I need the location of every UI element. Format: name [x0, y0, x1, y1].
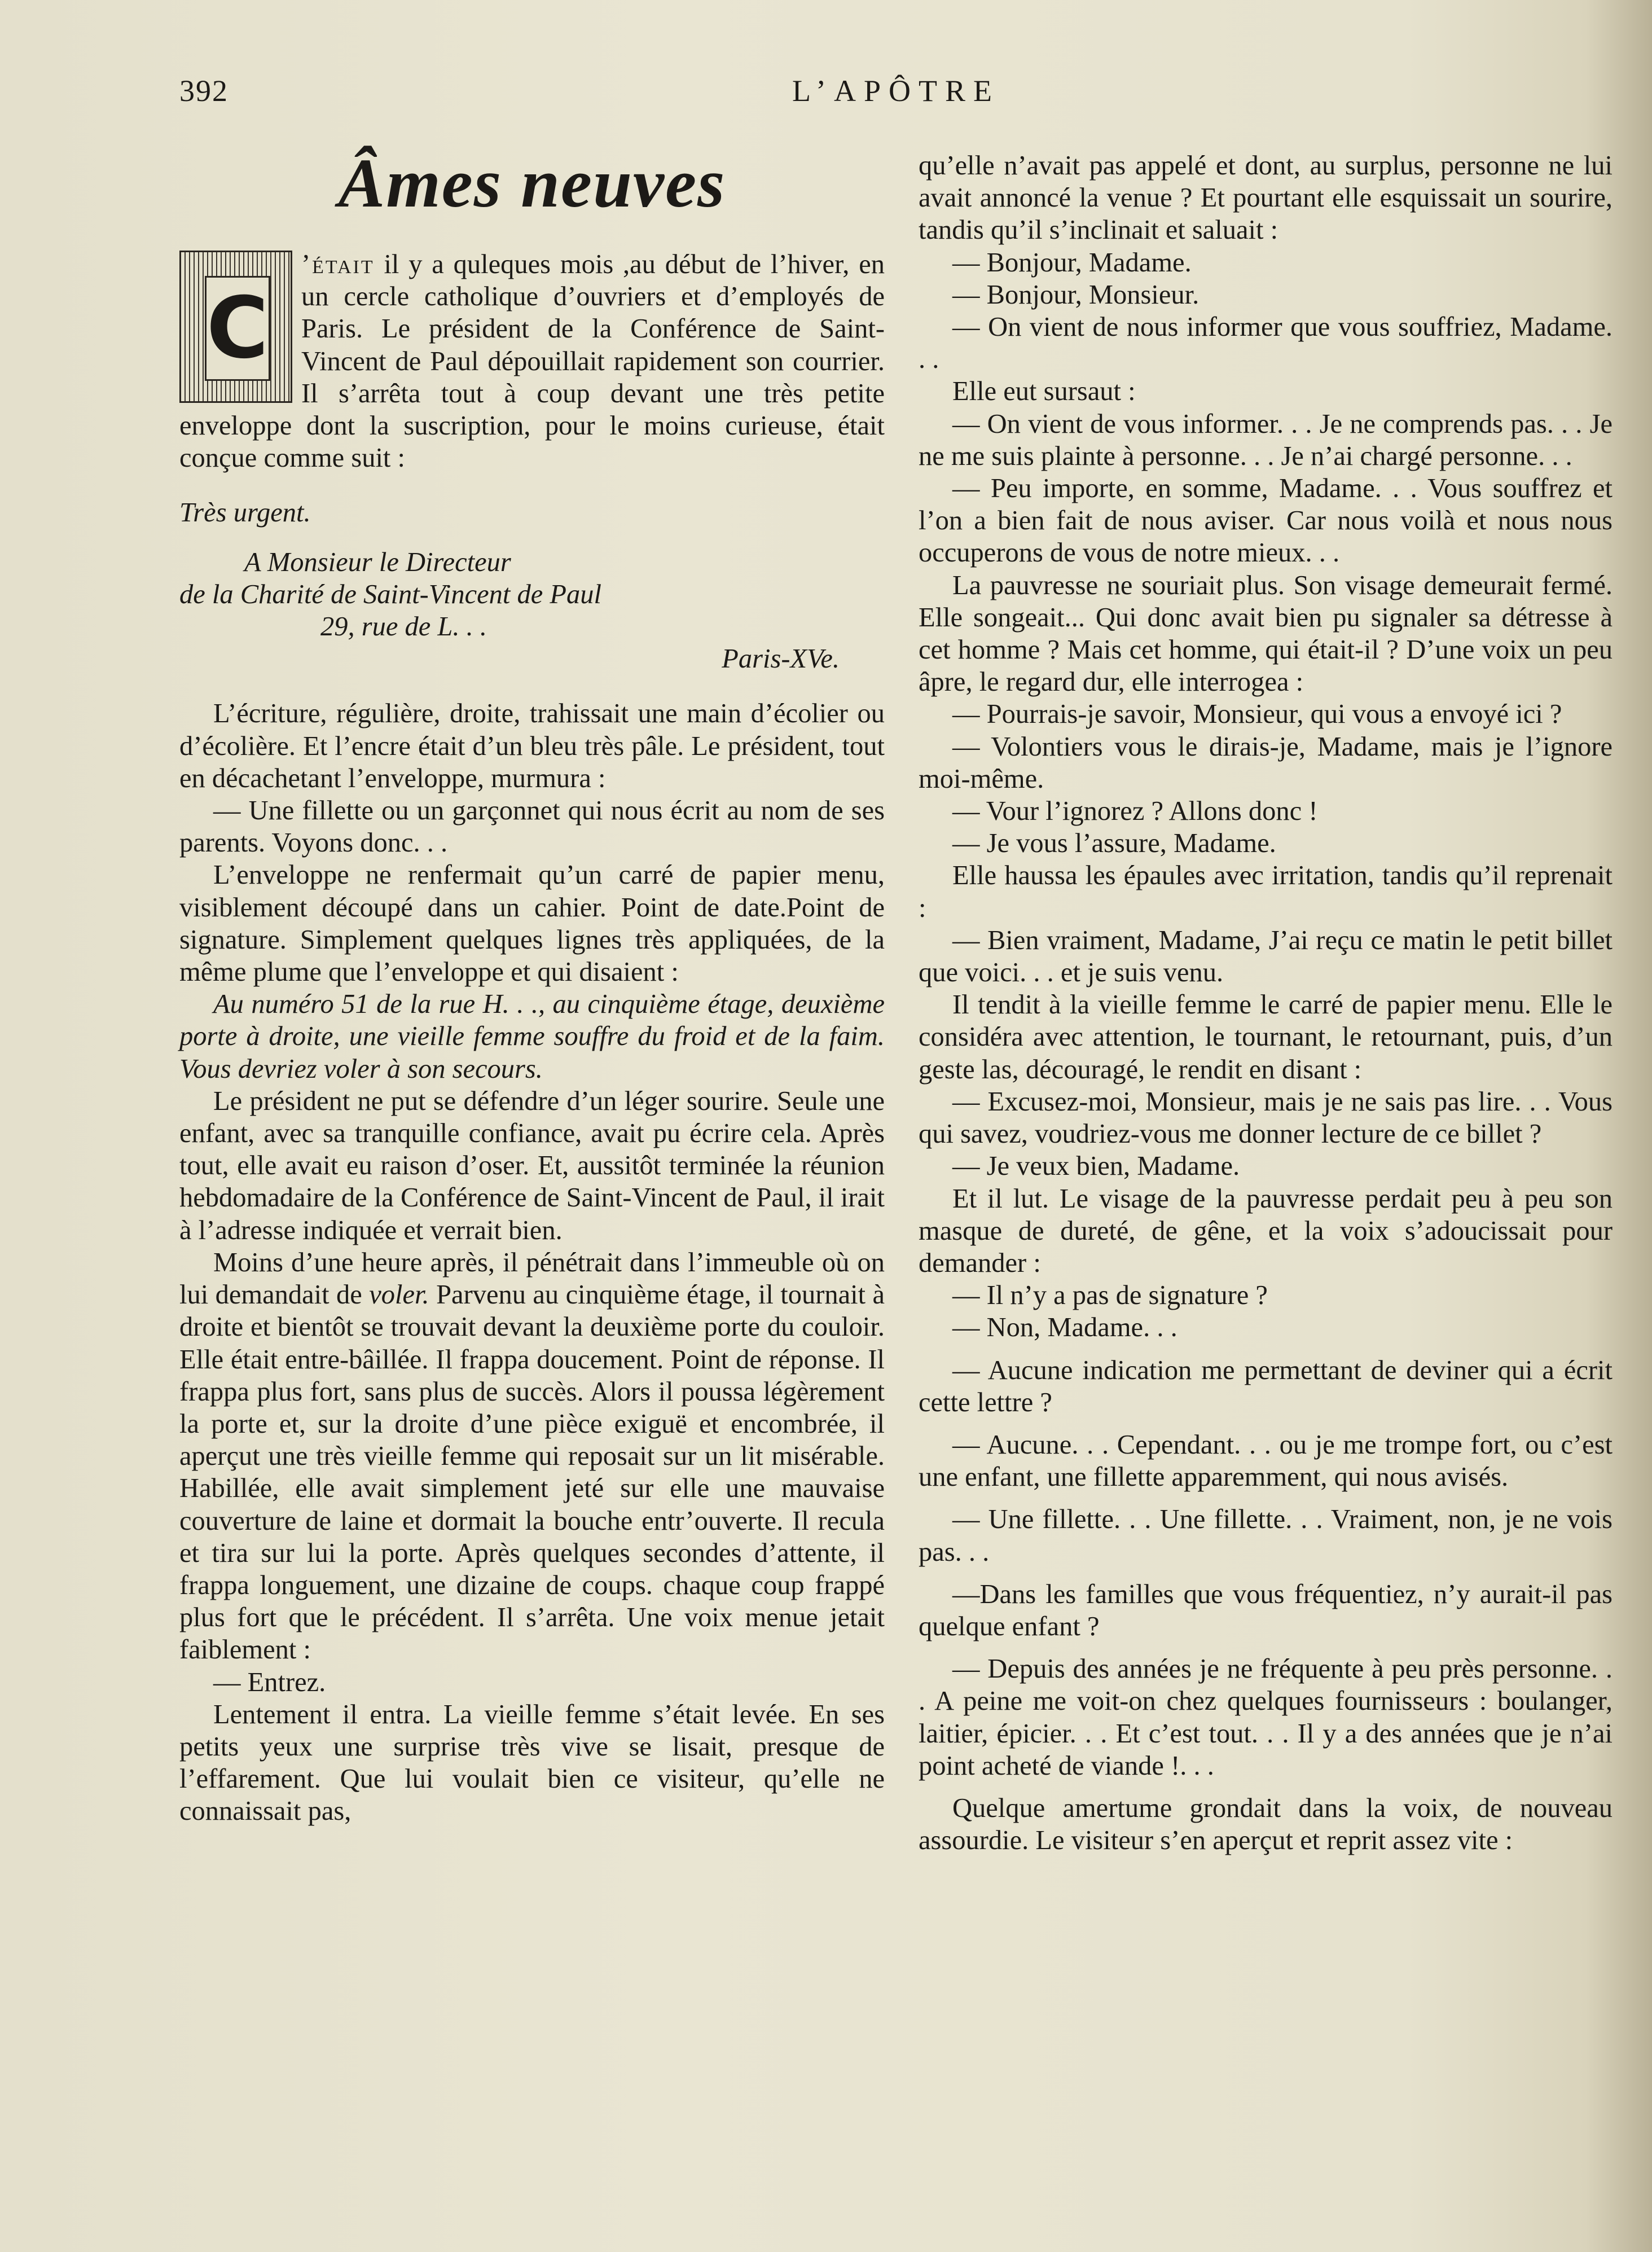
lead-paragraph: [179, 248, 885, 474]
dialogue-line: — Bonjour, Monsieur.: [952, 279, 1200, 310]
page-header: [179, 73, 1613, 118]
note-quote: Au numéro 51 de la rue H. . ., au cinquième étage, deuxième porte à droite, une vieille femme souffre du froid et de la faim. Vous devriez voler à son secours.: [179, 989, 885, 1084]
paragraph: Lentement il entra. La vieille femme s’était levée. En ses petits yeux une surprise très vive se lisait, presque de l’effarement. Que lui voulait bien ce visiteur, qu’elle ne connaissait pas,: [179, 1699, 885, 1827]
dialogue-line: — Une fillette ou un garçonnet qui nous écrit au nom de ses parents. Voyons donc. . .: [179, 796, 885, 858]
dialogue-line: — Depuis des années je ne fréquente à peu près personne. . . A peine me voit-on chez quelques fournisseurs : boulanger, laitier, épicier. . . Et c’est tout. . . Il y a des années que je n’ai point acheté de viande !. . .: [919, 1654, 1613, 1781]
dialogue-line: — Vour l’ignorez ? Allons donc !: [952, 796, 1318, 827]
page-number: 392: [179, 74, 229, 108]
dialogue-line: — Aucune. . . Cependant. . . ou je me trompe fort, ou c’est une enfant, une fillette apparemment, qui nous avisés.: [919, 1429, 1613, 1492]
right-column: [919, 150, 1613, 1856]
paragraph: Moins d’une heure après, il pénétrait dans l’immeuble où on lui demandait de voler. Parvenu au cinquième étage, il tournait à droite et bientôt se trouvait devant la deuxième porte du couloir. Elle était entre-bâillée. Il frappa doucement. Point de réponse. Il frappa plus fort, sans plus de succès. Alors il poussa légèrement la porte et, sur la droite d’une pièce exiguë et encombrée, il aperçut une très vieille femme qui reposait sur un lit misérable. Habillée, elle avait simplement jeté sur elle une mauvaise couverture de laine et dormait la bouche entr’ouverte. Il recula et tira sur lui la porte. Après quelques secondes d’attente, il frappa longuement, une dizaine de coups. chaque coup frappé plus fort que le précédent. Il s’arrêta. Une voix menue jetait faiblement :: [179, 1247, 885, 1665]
left-column: [179, 141, 885, 1828]
dialogue-line: — Pourrais-je savoir, Monsieur, qui vous a envoyé ici ?: [952, 699, 1562, 730]
lead-smallcaps: ’était: [301, 249, 375, 279]
paragraph: qu’elle n’avait pas appelé et dont, au surplus, personne ne lui avait annoncé la venue ? Et pourtant elle esquissait un sourire, tandis qu’il s’inclinait et saluait :: [919, 151, 1613, 245]
dialogue-line: — Je vous l’assure, Madame.: [952, 828, 1276, 859]
dialogue-line: — Volontiers vous le dirais-je, Madame, mais je l’ignore moi-même.: [919, 731, 1613, 794]
running-head: L’APÔTRE: [792, 74, 1000, 108]
dialogue-line: — Bien vraiment, Madame, J’ai reçu ce matin le petit billet que voici. . . et je suis venu.: [919, 925, 1613, 988]
dialogue-line: — Excusez-moi, Monsieur, mais je ne sais pas lire. . . Vous qui savez, voudriez-vous me donner lecture de ce billet ?: [919, 1086, 1613, 1149]
dropcap-letter: C: [206, 279, 269, 377]
paragraph: L’écriture, régulière, droite, trahissait une main d’écolier ou d’écolière. Et l’encre était d’un bleu très pâle. Le président, tout en décachetant l’enveloppe, murmura :: [179, 699, 885, 793]
paragraph: L’enveloppe ne renfermait qu’un carré de papier menu, visiblement découpé dans un cahier. Point de date.Point de signature. Simplement quelques lignes très appliquées, de la même plume que l’enveloppe et qui disaient :: [179, 860, 885, 987]
article-title: Âmes neuves: [338, 144, 726, 222]
paragraph: Quelque amertume grondait dans la voix, de nouveau assourdie. Le visiteur s’en aperçut et reprit assez vite :: [919, 1793, 1613, 1856]
dialogue-line: — Non, Madame. . .: [952, 1312, 1178, 1343]
ornamental-dropcap: [179, 251, 292, 403]
address-line-2: de la Charité de Saint-Vincent de Paul: [179, 579, 601, 609]
address-line-3: 29, rue de L. . .: [320, 612, 487, 642]
italic-word: voler.: [369, 1280, 429, 1310]
dialogue-line: — Une fillette. . . Une fillette. . . Vraiment, non, je ne vois pas. . .: [919, 1504, 1613, 1567]
dialogue-line: — Entrez.: [213, 1667, 326, 1697]
address-line-1: A Monsieur le Directeur: [244, 547, 511, 577]
dialogue-line: — Aucune indication me permettant de deviner qui a écrit cette lettre ?: [919, 1355, 1613, 1417]
lead-text: il y a quleques mois ,au début de l’hiver, en un cercle catholique d’ouvriers et d’employés de Paris. Le président de la Conférence de Saint-Vincent de Paul dépouillait rapidement son courrier. Il s’arrêta tout à coup devant une très petite enveloppe dont la suscription, pour le moins curieuse, était conçue comme suit :: [179, 249, 885, 473]
dialogue-line: — Il n’y a pas de signature ?: [952, 1280, 1268, 1311]
dialogue-line: — On vient de nous informer que vous souffriez, Madame. . .: [919, 312, 1613, 375]
paragraph: Elle eut sursaut :: [952, 376, 1136, 407]
paragraph: Et il lut. Le visage de la pauvresse perdait peu à peu son masque de dureté, de gêne, et la voix s’adoucissait pour demander :: [919, 1183, 1613, 1278]
address-urgent: Très urgent.: [179, 498, 311, 528]
dialogue-line: —Dans les familles que vous fréquentiez, n’y aurait-il pas quelque enfant ?: [919, 1579, 1613, 1641]
dialogue-line: — On vient de vous informer. . . Je ne comprends pas. . . Je ne me suis plainte à personne. . . Je n’ai chargé personne. . .: [919, 409, 1613, 471]
paragraph: Il tendit à la vieille femme le carré de papier menu. Elle le considéra avec attention, le tournant, le retournant, puis, d’un geste las, découragé, le rendit en disant :: [919, 990, 1613, 1085]
paragraph: La pauvresse ne souriait plus. Son visage demeurait fermé. Elle songeait... Qui donc avait bien pu signaler sa détresse à cet homme ? Mais cet homme, qui était-il ? D’une voix un peu âpre, le regard dur, elle interrogea :: [919, 570, 1613, 697]
dialogue-line: — Bonjour, Madame.: [952, 247, 1192, 278]
paragraph: Elle haussa les épaules avec irritation, tandis qu’il reprenait :: [919, 861, 1613, 923]
dialogue-line: — Peu importe, en somme, Madame. . . Vous souffrez et l’on a bien fait de nous aviser. Car nous voilà et nous nous occuperons de vous de notre mieux. . .: [919, 473, 1613, 568]
paragraph: Le président ne put se défendre d’un léger sourire. Seule une enfant, avec sa tranquille confiance, avait pu écrire cela. Après tout, elle avait eu raison d’oser. Et, aussitôt terminée la réunion hebdomadaire de la Conférence de Saint-Vincent de Paul, il irait à l’adresse indiquée et verrait bien.: [179, 1086, 885, 1245]
dialogue-line: — Je veux bien, Madame.: [952, 1151, 1240, 1182]
address-line-4: Paris-XVe.: [722, 644, 840, 674]
envelope-address: [179, 497, 885, 675]
